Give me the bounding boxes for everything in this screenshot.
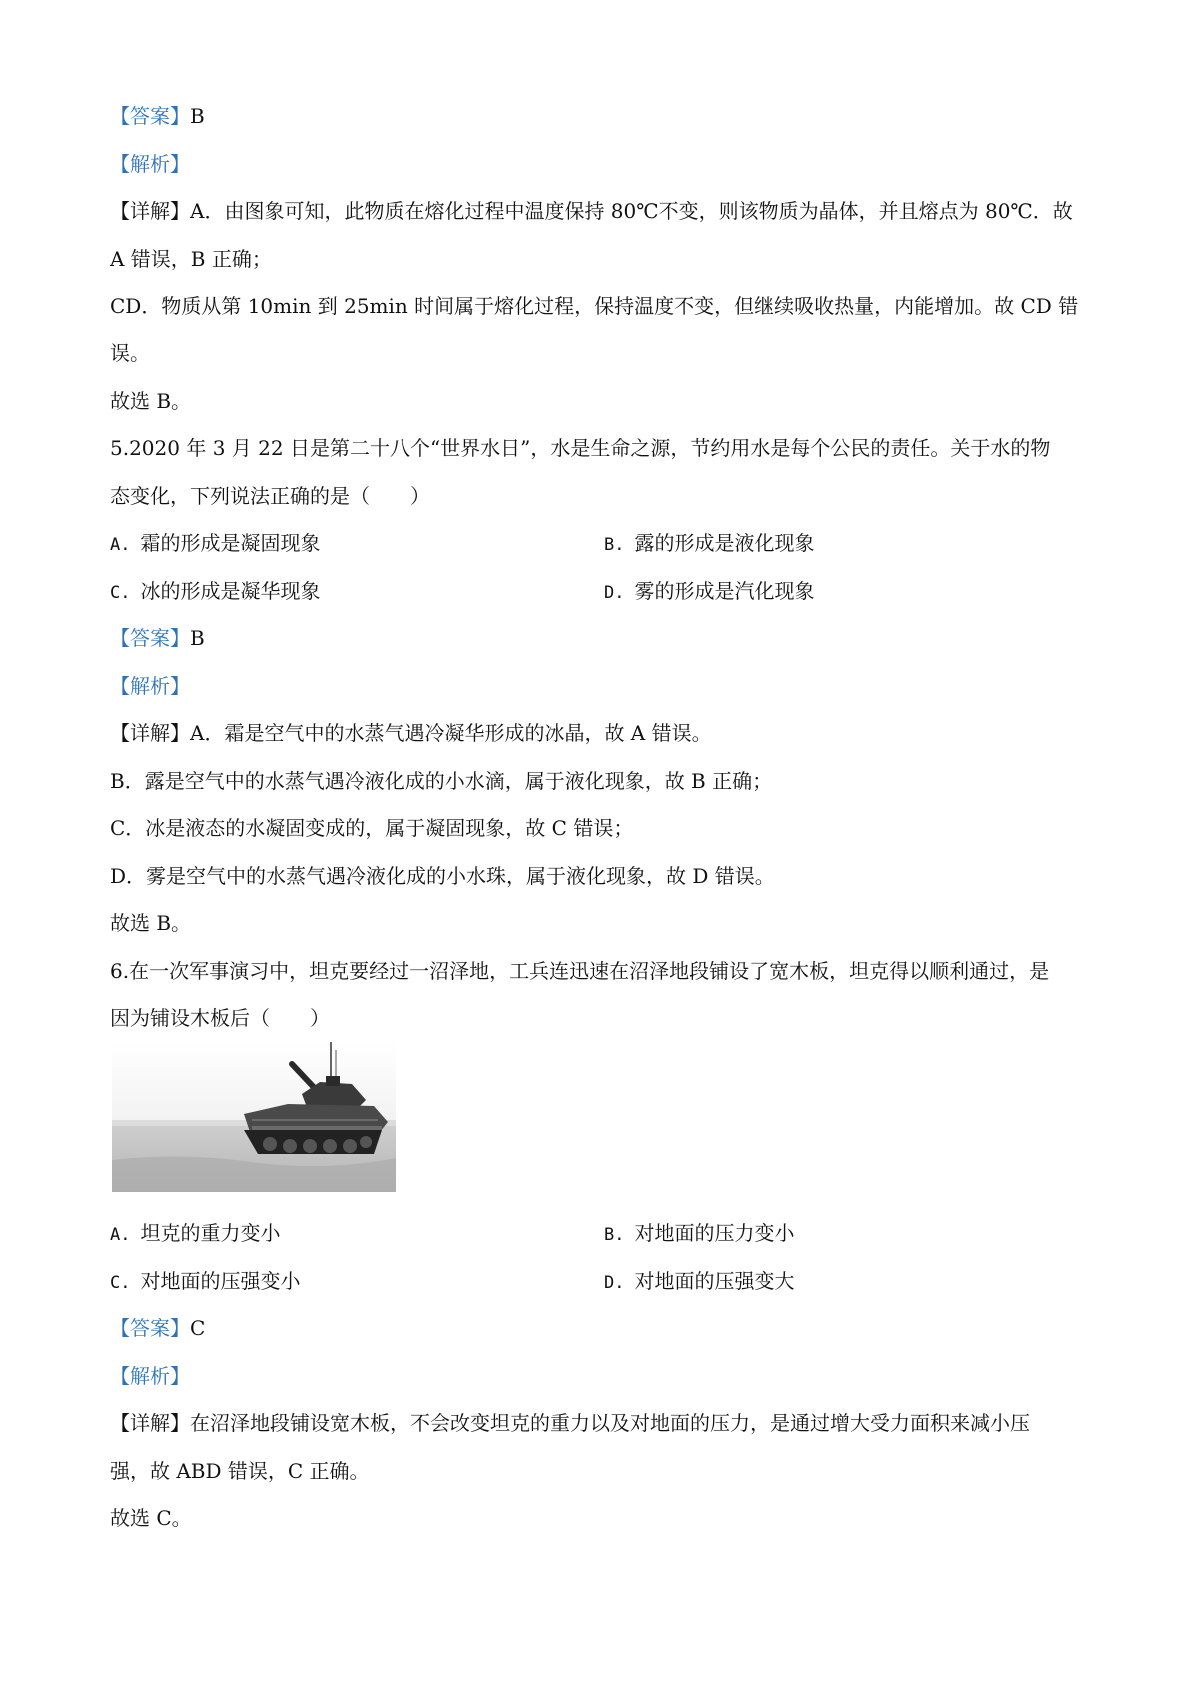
q5-conclusion: 故选 B。	[110, 911, 192, 935]
conclusion: 故选 B。	[110, 389, 192, 413]
option-text: 冰的形成是凝华现象	[140, 579, 321, 603]
answer-value: C	[190, 1316, 206, 1340]
q5-stem: 5.2020 年 3 月 22 日是第二十八个“世界水日”，水是生命之源，节约用水是每个公民的责任。关于水的物	[110, 436, 1051, 460]
q5-detail-line: D．雾是空气中的水蒸气遇冷液化成的小水珠，属于液化现象，故 D 错误。	[110, 864, 775, 888]
answer-line	[110, 101, 205, 131]
answer-value: B	[190, 626, 205, 650]
option-letter: B.	[604, 1225, 625, 1245]
q6-option-d	[604, 1266, 794, 1298]
option-text: 霜的形成是凝固现象	[140, 531, 321, 555]
option-letter: A.	[110, 1225, 131, 1245]
answer-value: B	[190, 104, 205, 128]
q6-answer-line	[110, 1313, 205, 1343]
option-letter: A.	[110, 535, 131, 555]
answer-tag: 【答案】	[110, 104, 190, 128]
detail-line: CD．物质从第 10min 到 25min 时间属于熔化过程，保持温度不变，但继续吸收热量，内能增加。故 CD 错	[110, 294, 1079, 318]
option-letter: C.	[110, 1273, 131, 1293]
option-text: 对地面的压力变小	[634, 1221, 795, 1245]
q6-option-c	[110, 1266, 300, 1298]
detail-line: A 错误，B 正确；	[110, 247, 272, 271]
q5-stem: 态变化，下列说法正确的是（ ）	[110, 484, 430, 508]
q6-stem: 因为铺设木板后（ ）	[110, 1006, 330, 1030]
q5-answer-line	[110, 623, 205, 653]
option-text: 对地面的压强变小	[140, 1269, 301, 1293]
q6-analysis-tag: 【解析】	[110, 1364, 190, 1388]
answer-tag: 【答案】	[110, 626, 190, 650]
option-letter: B.	[604, 535, 625, 555]
option-letter: D.	[604, 1273, 625, 1293]
q5-option-c	[110, 576, 320, 608]
q6-option-a	[110, 1218, 280, 1250]
option-text: 坦克的重力变小	[140, 1221, 281, 1245]
q5-detail-line: 【详解】A．霜是空气中的水蒸气遇冷凝华形成的冰晶，故 A 错误。	[110, 721, 712, 745]
option-letter: C.	[110, 583, 131, 603]
q6-detail-line: 【详解】在沼泽地段铺设宽木板，不会改变坦克的重力以及对地面的压力，是通过增大受力面积来减小压	[110, 1411, 1030, 1435]
answer-tag: 【答案】	[110, 1316, 190, 1340]
detail-line: 【详解】A．由图象可知，此物质在熔化过程中温度保持 80℃不变，则该物质为晶体，并且熔点为 80℃．故	[110, 199, 1073, 223]
analysis-tag: 【解析】	[110, 152, 190, 176]
detail-line: 误。	[110, 341, 150, 365]
q5-detail-line: C．冰是液态的水凝固变成的，属于凝固现象，故 C 错误；	[110, 816, 634, 840]
tank-photo	[112, 1042, 396, 1192]
q5-option-b	[604, 528, 814, 560]
q6-option-b	[604, 1218, 794, 1250]
option-text: 雾的形成是汽化现象	[634, 579, 815, 603]
q6-detail-line: 强，故 ABD 错误，C 正确。	[110, 1459, 370, 1483]
option-text: 露的形成是液化现象	[634, 531, 815, 555]
q5-detail-line: B．露是空气中的水蒸气遇冷液化成的小水滴，属于液化现象，故 B 正确；	[110, 769, 773, 793]
q6-conclusion: 故选 C。	[110, 1506, 192, 1530]
q6-stem: 6.在一次军事演习中，坦克要经过一沼泽地，工兵连迅速在沼泽地段铺设了宽木板，坦克得以顺利通过，是	[110, 959, 1050, 983]
option-text: 对地面的压强变大	[634, 1269, 795, 1293]
q5-option-d	[604, 576, 814, 608]
q5-analysis-tag: 【解析】	[110, 674, 190, 698]
q5-option-a	[110, 528, 320, 560]
option-letter: D.	[604, 583, 625, 603]
